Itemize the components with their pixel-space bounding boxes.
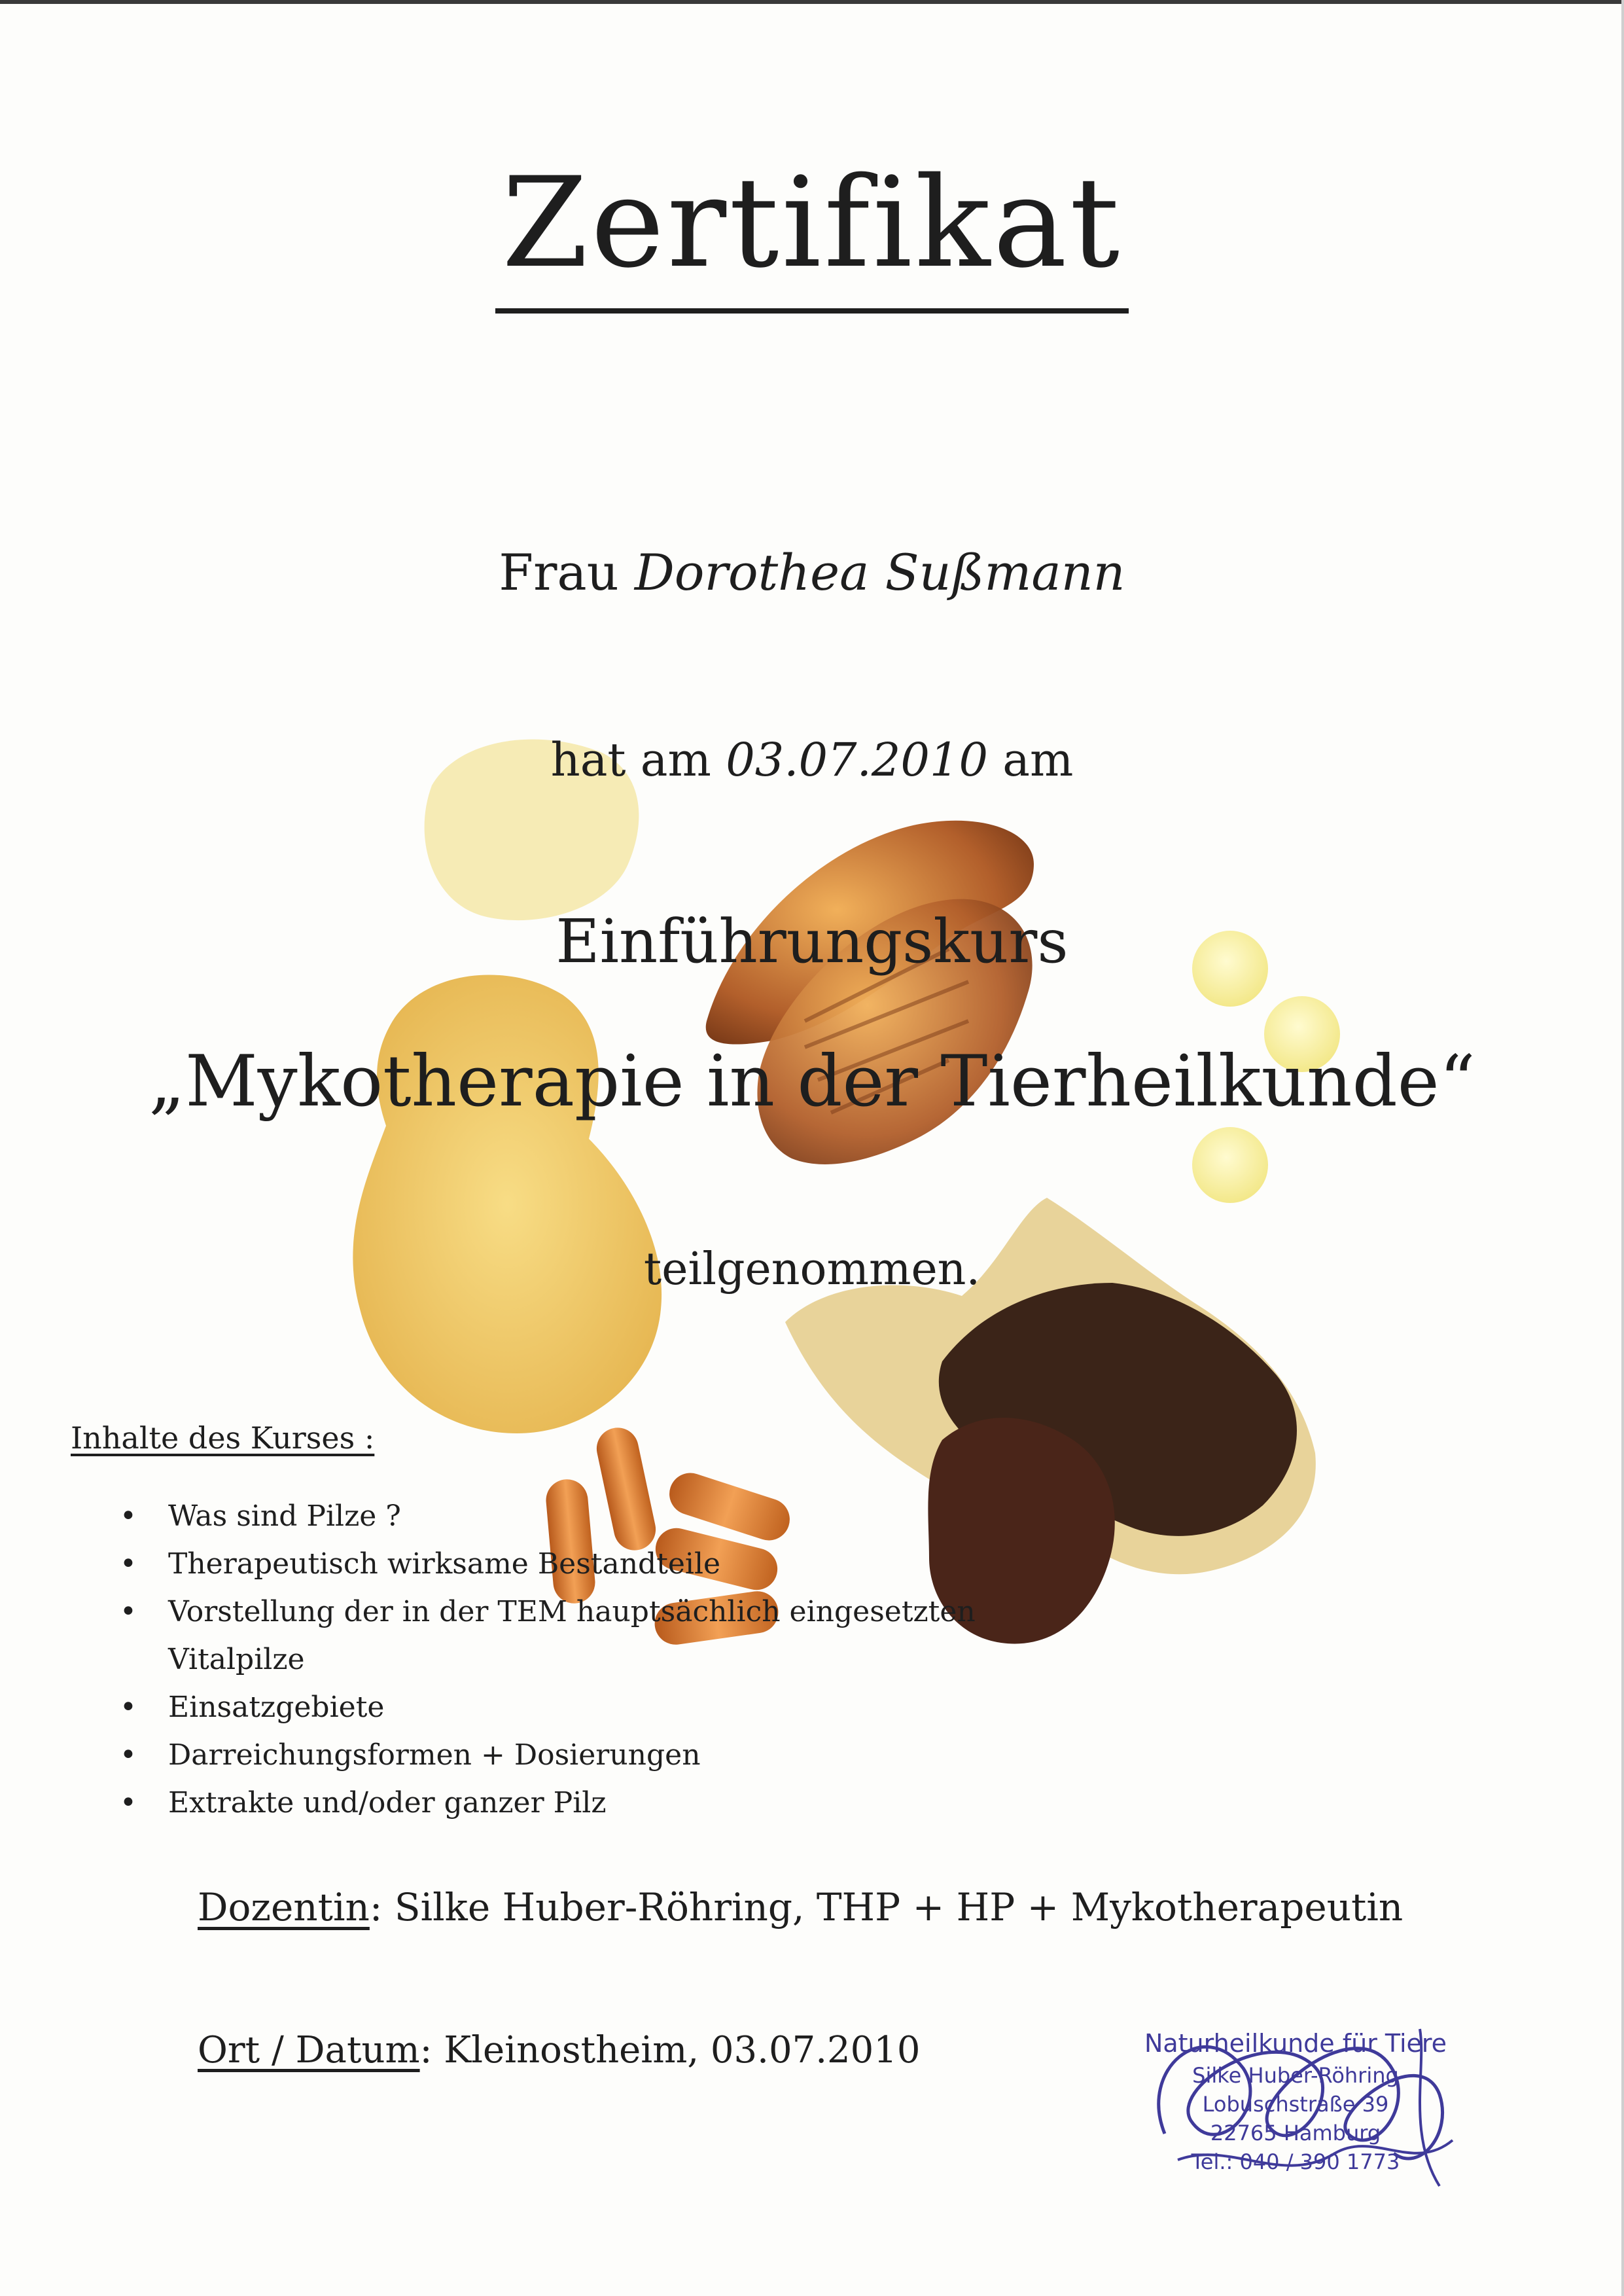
participation-text: teilgenommen. <box>643 1244 981 1295</box>
contents-list <box>108 1492 1019 1827</box>
course-date-line <box>0 733 1624 787</box>
place-date-line <box>198 2029 921 2072</box>
stamp-line-2: Silke Huber-Röhring <box>1192 2063 1399 2088</box>
instructor-label: Dozentin <box>198 1885 370 1929</box>
list-item: • Was sind Pilze ? <box>108 1492 1019 1540</box>
salutation: Frau <box>499 543 619 601</box>
list-item: • Einsatzgebiete <box>108 1683 1019 1731</box>
date-suffix: am <box>1002 733 1074 787</box>
list-item: • Therapeutisch wirksame Bestandteile <box>108 1540 1019 1588</box>
list-item: • Darreichungsformen + Dosierungen <box>108 1731 1019 1779</box>
list-item: • Extrakte und/oder ganzer Pilz <box>108 1779 1019 1827</box>
recipient-line <box>0 543 1624 601</box>
recipient-name: Dorothea Sußmann <box>634 543 1125 601</box>
tablet-3 <box>1192 1127 1268 1203</box>
instructor-line <box>198 1885 1403 1929</box>
date-prefix: hat am <box>550 733 711 787</box>
instructor-value: : Silke Huber-Röhring, THP + HP + Mykotherapeutin <box>369 1885 1403 1929</box>
place-date-label: Ort / Datum <box>198 2029 420 2072</box>
list-item: • Vorstellung der in der TEM hauptsächlich eingesetzten Vitalpilze <box>108 1588 1019 1683</box>
course-date: 03.07.2010 <box>726 733 988 787</box>
course-name: „Mykotherapie in der Tierheilkunde“ <box>149 1041 1475 1122</box>
course-type: Einführungskurs <box>556 906 1068 977</box>
stamp-line-1: Naturheilkunde für Tiere <box>1144 2029 1447 2058</box>
stamp-line-5: Tel.: 040 / 390 1773 <box>1191 2149 1400 2174</box>
stamp-line-3: Lobuschstraße 39 <box>1202 2092 1389 2117</box>
stamp-line-4: 22765 Hamburg <box>1210 2121 1381 2145</box>
contents-heading: Inhalte des Kurses : <box>71 1420 375 1456</box>
stamp <box>1112 1990 1479 2199</box>
place-date-value: : Kleinostheim, 03.07.2010 <box>419 2029 921 2072</box>
certificate-title: Zertifikat <box>0 151 1624 295</box>
